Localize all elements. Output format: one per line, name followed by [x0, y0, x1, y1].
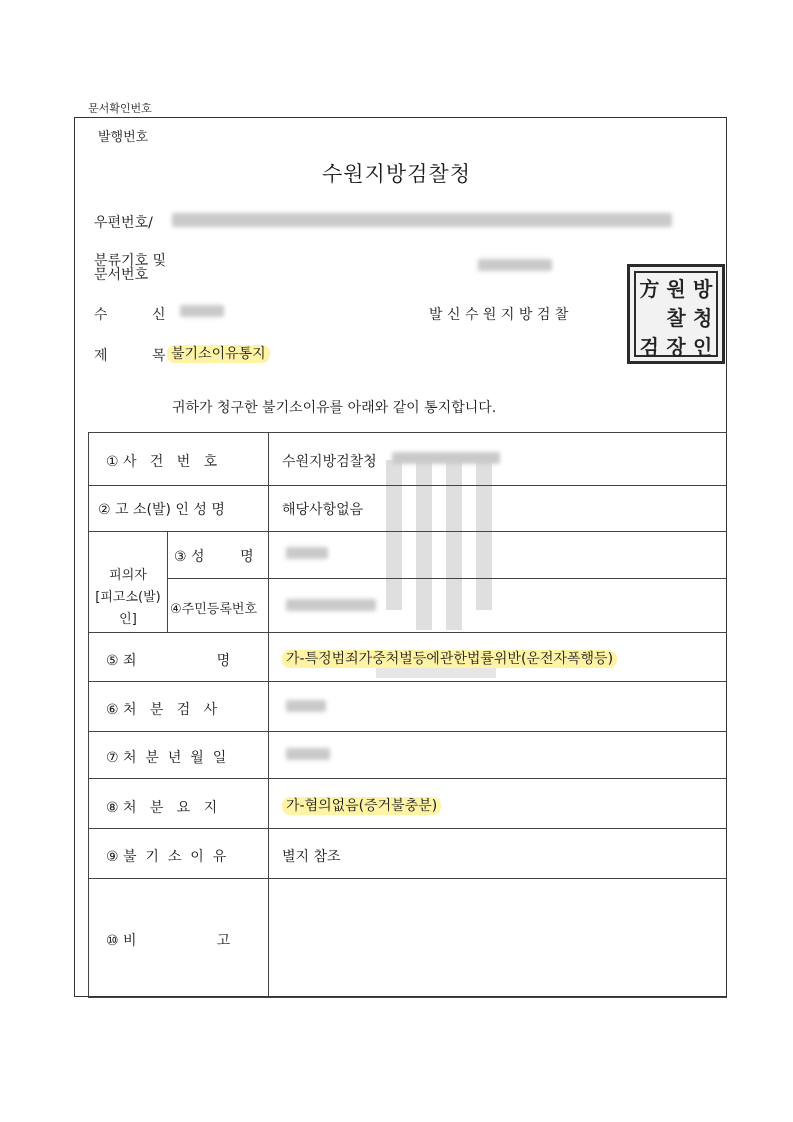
disposition-summary-label: ⑧ 처 분 요 지	[106, 800, 218, 816]
issue-no-label: 발행번호	[98, 130, 149, 145]
subject-value-wrap	[167, 343, 270, 363]
disposition-summary-value: 가-혐의없음(증거불충분)	[282, 797, 441, 815]
table-line	[88, 531, 727, 532]
postal-label: 우편번호/	[94, 215, 153, 231]
case-no-label: ① 사 건 번 호	[106, 454, 218, 470]
recipient-redacted	[180, 305, 224, 317]
subject-label: 제 목	[94, 348, 166, 364]
seal-char	[636, 302, 663, 331]
seal-char: 원	[666, 277, 686, 301]
seal-char: 인	[692, 335, 713, 359]
remarks-label: ⑩ 비 고	[106, 933, 231, 949]
table-top-border	[88, 432, 727, 433]
suspect-id-redacted	[286, 599, 376, 611]
suspect-group-label	[92, 565, 164, 631]
suspect-group-label-line2: [피고소(발)인]	[95, 590, 161, 627]
table-left-border	[88, 432, 89, 997]
seal-char: 찰	[666, 306, 686, 330]
classification-label-line2: 문서번호	[94, 267, 149, 283]
table-line	[88, 485, 727, 486]
non-indictment-reason-label: ⑨ 불 기 소 이 유	[106, 849, 227, 865]
table-line	[88, 681, 727, 682]
non-indictment-reason-value: 별지 참조	[282, 849, 341, 865]
seal-char: 방	[692, 277, 713, 301]
disposition-date-redacted	[286, 748, 330, 760]
classification-label	[94, 254, 166, 282]
table-bottom-border	[88, 997, 727, 998]
table-line	[167, 578, 727, 579]
official-seal	[627, 264, 725, 364]
table-line	[88, 828, 727, 829]
prosecutor-redacted	[286, 700, 326, 712]
table-line	[88, 632, 727, 633]
seal-char: 청	[692, 306, 713, 330]
prosecutor-label: ⑥ 처 분 검 사	[106, 702, 218, 718]
complainant-value: 해당사항없음	[282, 502, 364, 518]
date-redacted	[478, 259, 552, 271]
classification-label-line1: 분류기호 및	[94, 253, 167, 269]
disposition-summary-wrap	[282, 795, 441, 815]
table-line	[88, 878, 727, 879]
table-divider	[268, 432, 269, 997]
suspect-id-label: ④주민등록번호	[170, 602, 258, 617]
complainant-label: ② 고 소(발) 인 성 명	[98, 502, 225, 518]
seal-char: 검	[639, 335, 659, 359]
case-no-value: 수원지방검찰청	[282, 454, 377, 470]
charge-value-wrap	[282, 648, 617, 668]
recipient-label: 수 신	[94, 307, 166, 323]
doc-confirm-no-label: 문서확인번호	[88, 102, 152, 115]
seal-char: 方	[639, 277, 660, 301]
table-line	[88, 731, 727, 732]
body-text: 귀하가 청구한 불기소이유를 아래와 같이 통지합니다.	[172, 400, 497, 416]
case-no-redacted	[392, 452, 500, 464]
sender-text: 발 신 수 원 지 방 검 찰	[429, 307, 569, 323]
charge-label: ⑤ 죄 명	[106, 653, 231, 669]
disposition-date-label: ⑦ 처 분 년 월 일	[106, 750, 227, 766]
seal-char: 장	[666, 335, 686, 359]
charge-value: 가-특정범죄가중처벌등에관한법률위반(운전자폭행등)	[282, 650, 617, 668]
suspect-name-redacted	[286, 547, 328, 559]
table-line	[88, 778, 727, 779]
suspect-name-label: ③ 성 명	[174, 549, 254, 565]
suspect-group-divider	[167, 531, 168, 632]
subject-value: 불기소이유통지	[167, 345, 270, 363]
postal-address-redacted	[172, 213, 672, 227]
suspect-group-label-line1: 피의자	[109, 568, 147, 583]
org-title: 수원지방검찰청	[321, 162, 471, 186]
